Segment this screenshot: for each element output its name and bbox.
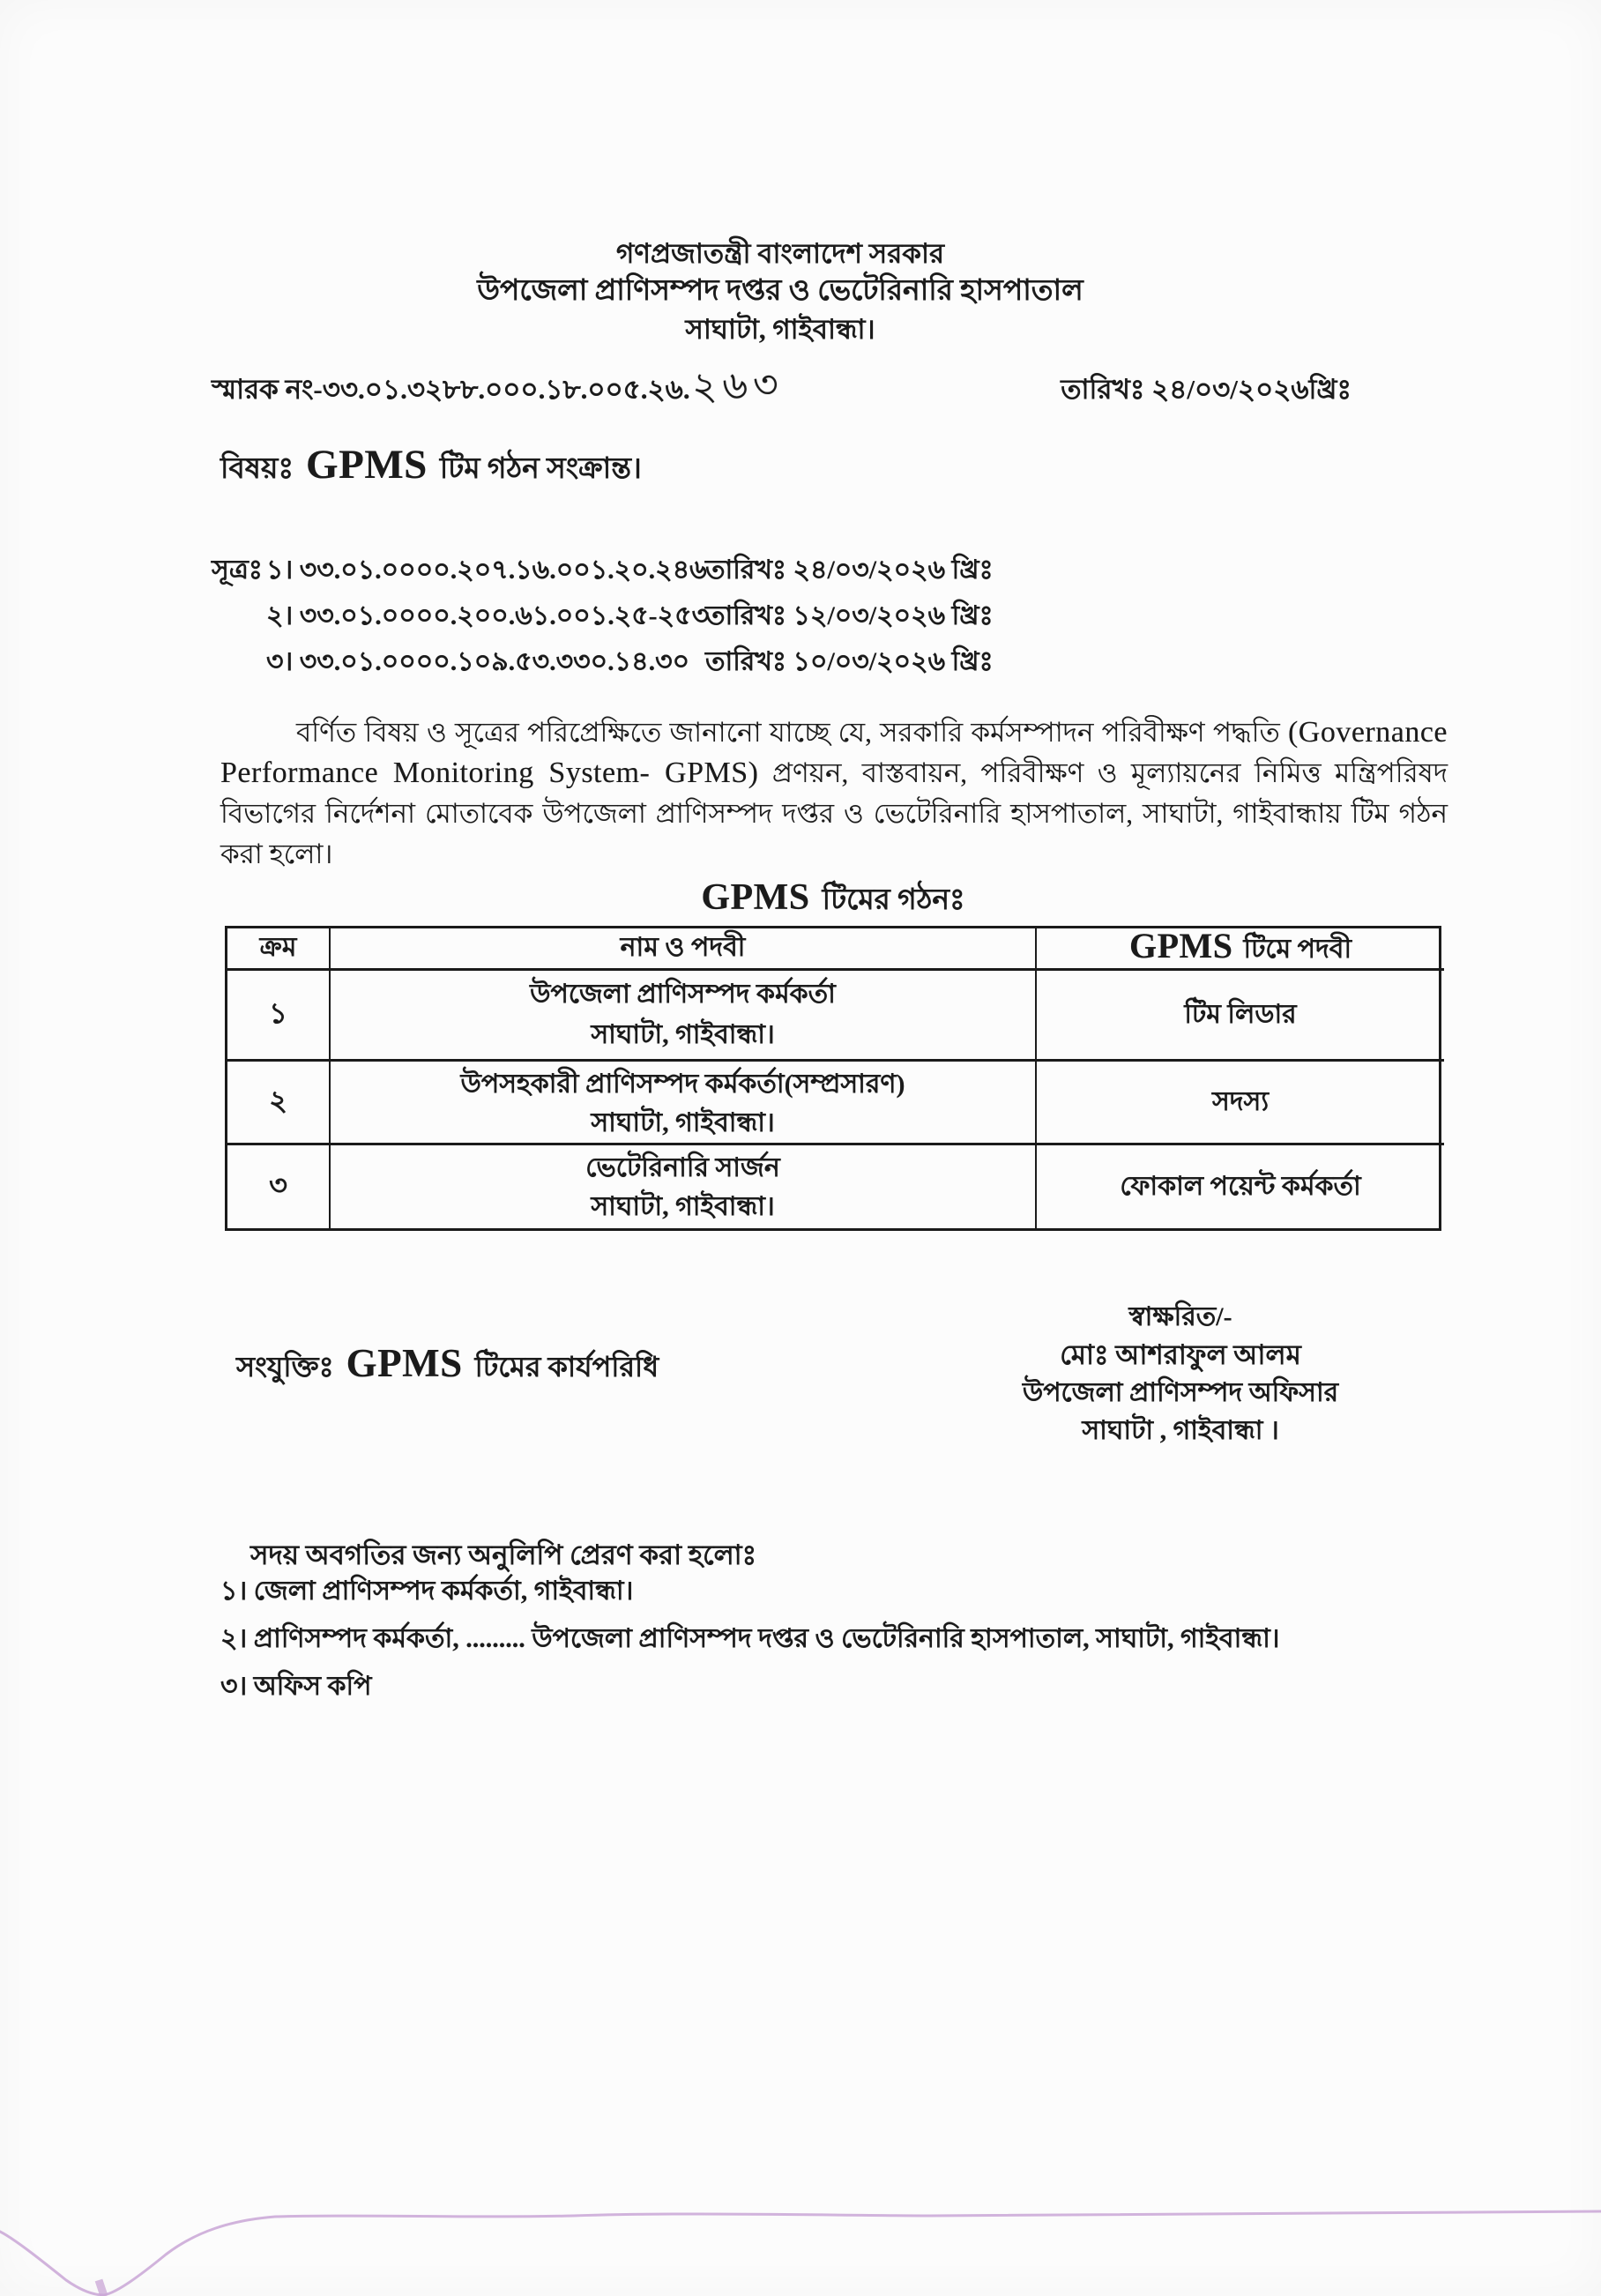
team-table-title [225, 876, 1441, 926]
memo-date: তারিখঃ ২৪/০৩/২০২৬খ্রিঃ [1061, 374, 1352, 405]
distribution-item: ১। জেলা প্রাণিসম্পদ কর্মকর্তা, গাইবান্ধা। [220, 1577, 634, 1606]
table-row-name [331, 1062, 1037, 1145]
reference-number: ৩। ৩৩.০১.০০০০.১০৯.৫৩.৩৩০.১৪.৩০ [266, 647, 690, 676]
table-row-serial: ৩ [227, 1145, 331, 1228]
letterhead [0, 235, 1560, 348]
reference-date: তারিখঃ ২৪/০৩/২০২৬ খ্রিঃ [705, 555, 994, 585]
table-row-name [331, 971, 1037, 1062]
member-designation: ভেটেরিনারি সার্জন [585, 1153, 780, 1182]
reference-date: তারিখঃ ১০/০৩/২০২৬ খ্রিঃ [705, 647, 994, 676]
member-station: সাঘাটা, গাইবান্ধা। [591, 1019, 775, 1049]
member-station: সাঘাটা, গাইবান্ধা। [591, 1108, 775, 1137]
col-header-name: নাম ও পদবী [331, 928, 1037, 971]
signatory-designation: উপজেলা প্রাণিসম্পদ অফিসার [1022, 1378, 1339, 1407]
signatory-name: মোঃ আশরাফুল আলম [1060, 1339, 1301, 1370]
table-row-serial: ২ [227, 1062, 331, 1145]
reference-date: তারিখঃ ১২/০৩/২০২৬ খ্রিঃ [705, 601, 994, 630]
distribution-item: ২। প্রাণিসম্পদ কর্মকর্তা, ......... উপজেলা প্রাণিসম্পদ দপ্তর ও ভেটেরিনারি হাসপাতাল, সাঘাটা, গাইবান্ধা। [220, 1624, 1280, 1653]
signed-marker: স্বাক্ষরিত/- [1128, 1302, 1232, 1331]
body-paragraph [220, 712, 1448, 875]
attachment-gpms: GPMS [346, 1341, 463, 1385]
table-row-serial: ১ [227, 971, 331, 1062]
distribution-item: ৩। অফিস কপি [220, 1672, 372, 1701]
table-row-name [331, 1145, 1037, 1228]
col-header-role [1037, 925, 1444, 971]
attachment-text: টিমের কার্যপরিধি [474, 1351, 659, 1383]
attachment-line [236, 1340, 659, 1392]
member-designation: উপজেলা প্রাণিসম্পদ কর্মকর্তা [530, 980, 836, 1010]
office-location: সাঘাটা, গাইবান্ধা। [685, 314, 875, 345]
col-header-serial: ক্রম [227, 928, 331, 971]
signatory-address: সাঘাটা , গাইবান্ধা । [1082, 1416, 1279, 1445]
member-station: সাঘাটা, গাইবান্ধা। [591, 1192, 775, 1221]
reference-number: ১। ৩৩.০১.০০০০.২০৭.১৬.০০১.২০.২৪৬ [266, 555, 707, 585]
memo-row [212, 356, 1352, 421]
memo-serial-handwritten: ২৬৩ [690, 362, 784, 409]
body-english-phrase: (Governance Performance Monitoring System- GPMS) [220, 716, 1448, 789]
member-designation: উপসহকারী প্রাণিসম্পদ কর্মকর্তা(সম্প্রসারণ) [460, 1070, 905, 1099]
distribution-list [220, 1577, 1455, 1719]
memo-number-printed: স্মারক নং-৩৩.০১.৩২৮৮.০০০.১৮.০০৫.২৬. [212, 374, 690, 405]
office-name: উপজেলা প্রাণিসম্পদ দপ্তর ও ভেটেরিনারি হাসপাতাল [477, 275, 1083, 307]
table-row-role: টিম লিডার [1037, 971, 1444, 1062]
table-row-role: সদস্য [1037, 1062, 1444, 1145]
table-row-role: ফোকাল পয়েন্ট কর্মকর্তা [1120, 1171, 1361, 1201]
reference-label: সূত্রঃ [212, 555, 263, 585]
reference-number: ২। ৩৩.০১.০০০০.২০০.৬১.০০১.২৫-২৫৩ [266, 601, 710, 630]
table-title-gpms: GPMS [701, 877, 810, 918]
attachment-label: সংযুক্তিঃ [236, 1351, 334, 1383]
subject-line [220, 441, 642, 495]
reference-row [212, 594, 1093, 640]
signature-block [969, 1298, 1392, 1450]
government-title: গণপ্রজাতন্ত্রী বাংলাদেশ সরকার [615, 238, 945, 269]
body-text-after: প্রণয়ন, বাস্তবায়ন, পরিবীক্ষণ ও মূল্যায়নের নিমিত্ত মন্ত্রিপরিষদ বিভাগের নির্দেশনা মোতাবেক উপজেলা প্রাণিসম্পদ দপ্তর ও ভেটেরিনারি হাসপাতাল, সাঘাটা, গাইবান্ধায় টিম গঠন করা হলো। [220, 757, 1448, 869]
distribution-heading: সদয় অবগতির জন্য অনুলিপি প্রেরণ করা হলোঃ [250, 1539, 757, 1570]
team-table [225, 926, 1441, 1231]
body-text-before: বর্ণিত বিষয় ও সূত্রের পরিপ্রেক্ষিতে জানানো যাচ্ছে যে, সরকারি কর্মসম্পাদন পরিবীক্ষণ পদ্ধতি [296, 717, 1288, 748]
col-header-role-rest: টিমে পদবী [1243, 934, 1352, 964]
reference-row [212, 640, 1093, 686]
reference-row [212, 548, 1093, 594]
reference-block [212, 548, 1093, 686]
subject-text: টিম গঠন সংক্রান্ত। [439, 453, 642, 485]
subject-label: বিষয়ঃ [220, 453, 294, 485]
memo-number [212, 356, 783, 421]
col-header-role-gpms: GPMS [1128, 925, 1233, 965]
table-title-rest: টিমের গঠনঃ [822, 884, 965, 916]
subject-gpms: GPMS [306, 442, 428, 488]
